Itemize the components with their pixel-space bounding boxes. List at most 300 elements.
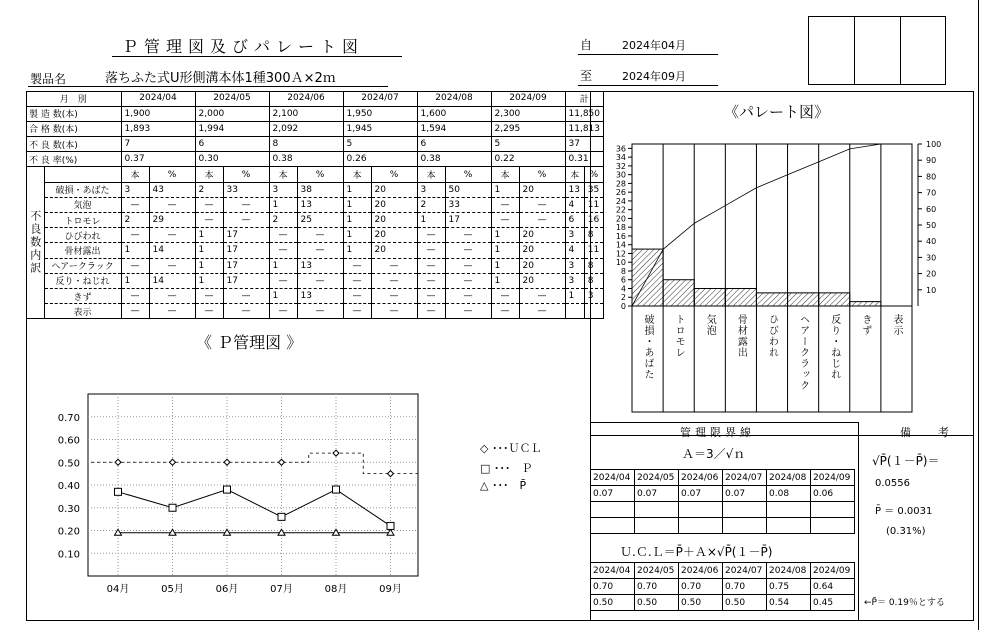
right-tick-label: 60 [926, 204, 937, 214]
defect-total-count: 4 [565, 197, 584, 212]
summary-cell: 8 [269, 137, 343, 152]
a-month-cell: 2024/05 [635, 470, 679, 486]
summary-cell: 2,100 [269, 106, 343, 121]
a-blank-cell [723, 502, 767, 518]
unit-hon: 本 [343, 167, 371, 182]
defect-total-count: 13 [565, 182, 584, 197]
defect-cell: 20 [519, 243, 565, 258]
summary-cell: 1,893 [121, 121, 195, 136]
left-tick-label: 34 [615, 153, 626, 163]
defect-total-count [565, 304, 584, 319]
defect-cell: — [121, 304, 149, 319]
a-blank-cell [679, 502, 723, 518]
summary-cell: 1,600 [417, 106, 491, 121]
defect-cell: 1 [121, 243, 149, 258]
ucl-pct-cell: 0.70 [635, 579, 679, 595]
left-tick-label: 0 [620, 302, 626, 311]
notes-pbar-pct: (0.31%) [886, 526, 926, 537]
p-point [169, 504, 176, 511]
pareto-bar [788, 293, 819, 306]
right-tick-label: 70 [926, 188, 937, 198]
legend-ucl-symbol: ◇ [480, 442, 489, 455]
defect-cell: 1 [343, 197, 371, 212]
a-blank-cell [635, 502, 679, 518]
pareto-bar [850, 302, 881, 306]
defect-cell: — [269, 304, 297, 319]
defect-cell: — [149, 288, 195, 303]
x-tick-label: 07月 [270, 584, 293, 595]
summary-cell: 0.38 [269, 152, 343, 167]
ucl-month-cell: 2024/09 [811, 563, 855, 579]
p-point [224, 486, 231, 493]
a-blank-cell [635, 518, 679, 534]
defect-cell: 14 [149, 273, 195, 288]
left-tick-label: 24 [615, 196, 626, 206]
defect-cell: 2 [417, 197, 445, 212]
pareto-category-label: 気泡 [704, 314, 716, 336]
legend-ucl [480, 440, 541, 456]
defect-total-count: 3 [565, 228, 584, 243]
a-formula: Ａ＝3／√ｎ [682, 447, 746, 461]
defect-total-pct: 3 [584, 288, 603, 303]
pareto-frame [632, 144, 912, 412]
a-blank-cell [767, 518, 811, 534]
defect-cell: 20 [519, 228, 565, 243]
defect-cell: 20 [519, 273, 565, 288]
right-tick-label: 30 [926, 253, 937, 263]
pareto-bar [756, 293, 787, 306]
y-tick-label: 0.20 [57, 526, 80, 538]
defect-cell: 50 [445, 182, 491, 197]
defect-cell: 13 [297, 288, 343, 303]
left-tick-label: 14 [615, 240, 626, 250]
a-value-cell: 0.06 [811, 486, 855, 502]
ucl-month-cell: 2024/04 [591, 563, 635, 579]
legend-pbar [480, 477, 526, 493]
defect-name: 表示 [44, 304, 121, 319]
defect-cell: — [519, 197, 565, 212]
defect-cell: — [269, 243, 297, 258]
defect-cell: — [491, 213, 519, 228]
defect-cell: — [223, 197, 269, 212]
summary-cell: 0.38 [417, 152, 491, 167]
right-tick-label: 100 [926, 140, 942, 149]
ucl-pct-cell: 0.75 [767, 579, 811, 595]
summary-cell: 6 [417, 137, 491, 152]
defect-cell: — [519, 304, 565, 319]
p-point [115, 488, 122, 495]
defect-total-count: 1 [565, 288, 584, 303]
defect-cell: 1 [491, 228, 519, 243]
defect-cell: 17 [223, 243, 269, 258]
ucl-point [170, 459, 176, 465]
left-tick-label: 28 [615, 179, 626, 189]
month-header-cell: 2024/08 [417, 91, 491, 106]
pareto-category-label: 骨材露出 [735, 314, 747, 358]
period-from-label: 自 [580, 38, 593, 52]
summary-cell: 1,594 [417, 121, 491, 136]
unit-pct: % [519, 167, 565, 182]
ucl-values-table [590, 562, 855, 611]
defect-cell: 20 [371, 243, 417, 258]
p-chart-title: 《 Ｐ管理図 》 [196, 333, 303, 352]
summary-cell: 5 [491, 137, 565, 152]
a-values-table [590, 469, 855, 534]
notes-formula-value: 0.0556 [875, 478, 910, 489]
legend-p [480, 460, 532, 476]
y-tick-label: 0.30 [57, 503, 80, 515]
defect-cell: 1 [491, 273, 519, 288]
summary-cell: 0.37 [121, 152, 195, 167]
defect-cell: 20 [371, 197, 417, 212]
defect-cell: 13 [297, 197, 343, 212]
defect-total-count: 3 [565, 273, 584, 288]
summary-cell: 7 [121, 137, 195, 152]
a-value-cell: 0.07 [635, 486, 679, 502]
right-tick-label: 80 [926, 172, 937, 182]
defect-name: 反り・ねじれ [44, 273, 121, 288]
product-name: 落ちふた式U形側溝本体1種300Ａ×2ｍ [105, 71, 336, 86]
stamp-box-3 [900, 16, 946, 85]
ucl-point [333, 450, 339, 456]
period-to-underline [578, 85, 718, 86]
a-value-cell: 0.07 [679, 486, 723, 502]
defect-name: 気泡 [44, 197, 121, 212]
left-tick-label: 2 [620, 293, 626, 303]
defect-cell: 1 [195, 243, 223, 258]
defect-total-pct: 11 [584, 197, 603, 212]
defect-cell: — [149, 228, 195, 243]
defect-cell: 1 [343, 182, 371, 197]
defect-cell: — [417, 243, 445, 258]
x-tick-label: 04月 [106, 584, 130, 595]
ucl-value-cell: 0.50 [635, 595, 679, 611]
p-chart [30, 380, 430, 600]
ucl-point [224, 459, 230, 465]
summary-cell: 1,950 [343, 106, 417, 121]
y-tick-label: 0.50 [57, 458, 80, 470]
defect-total-pct: 16 [584, 213, 603, 228]
defect-name: 破損・あばた [44, 182, 121, 197]
summary-cell: 6 [195, 137, 269, 152]
defect-cell: 2 [121, 213, 149, 228]
pareto-category-label: 反り・ねじれ [828, 314, 840, 380]
summary-total: 37 [565, 137, 604, 152]
pareto-bar [663, 280, 694, 306]
defect-cell: — [297, 243, 343, 258]
summary-row-label: 不 良 率(%) [26, 152, 121, 167]
right-tick-label: 20 [926, 269, 937, 279]
defect-name: 骨材露出 [44, 243, 121, 258]
period-from-value: 2024年04月 [622, 39, 686, 52]
defect-total-pct: 11 [584, 243, 603, 258]
defect-cell: — [445, 288, 491, 303]
defect-cell: — [371, 273, 417, 288]
left-tick-label: 30 [615, 170, 626, 180]
y-tick-label: 0.40 [57, 481, 80, 492]
defect-cell: — [445, 228, 491, 243]
a-blank-cell [811, 502, 855, 518]
a-month-cell: 2024/08 [767, 470, 811, 486]
x-tick-label: 09月 [379, 584, 402, 595]
defect-cell: 1 [491, 182, 519, 197]
legend-pbar-symbol: △ [480, 479, 489, 492]
month-header: 月 別 [26, 91, 121, 106]
defect-cell: — [297, 304, 343, 319]
month-header-cell: 2024/05 [195, 91, 269, 106]
ucl-pct-cell: 0.64 [811, 579, 855, 595]
unit-hon: 本 [269, 167, 297, 182]
defect-cell: 20 [371, 182, 417, 197]
ucl-month-cell: 2024/05 [635, 563, 679, 579]
summary-cell: 1,900 [121, 106, 195, 121]
defect-cell: 17 [223, 228, 269, 243]
pareto-bar [694, 288, 725, 306]
a-month-cell: 2024/07 [723, 470, 767, 486]
a-value-cell: 0.07 [723, 486, 767, 502]
defect-total-count: 4 [565, 243, 584, 258]
ucl-month-cell: 2024/08 [767, 563, 811, 579]
product-label: 製品名 [30, 72, 67, 86]
defect-cell: 17 [223, 258, 269, 273]
defect-cell: — [417, 258, 445, 273]
defect-cell: — [223, 288, 269, 303]
left-tick-label: 8 [620, 266, 626, 276]
defect-cell: — [491, 197, 519, 212]
defect-cell: — [491, 288, 519, 303]
defect-table [26, 91, 604, 319]
defect-cell: 1 [195, 228, 223, 243]
defect-cell: — [195, 213, 223, 228]
total-header: 計 [565, 91, 604, 106]
ucl-month-cell: 2024/07 [723, 563, 767, 579]
pareto-title: 《パレート図》 [724, 103, 830, 121]
pareto-bar [819, 293, 850, 306]
a-blank-cell [811, 518, 855, 534]
defect-cell: 14 [149, 243, 195, 258]
a-month-cell: 2024/09 [811, 470, 855, 486]
summary-cell: 2,295 [491, 121, 565, 136]
left-tick-label: 20 [615, 214, 626, 224]
defect-cell: — [149, 197, 195, 212]
defect-cell: — [417, 228, 445, 243]
legend-p-text: ･･･ Ｐ [493, 462, 533, 475]
defect-cell: — [223, 304, 269, 319]
a-blank-cell [723, 518, 767, 534]
month-header-cell: 2024/04 [121, 91, 195, 106]
defect-cell: — [297, 228, 343, 243]
ucl-point [279, 459, 285, 465]
defect-cell: 1 [343, 243, 371, 258]
left-tick-label: 18 [615, 223, 626, 233]
limits-title: 管理限界線 [680, 426, 755, 439]
ucl-value-cell: 0.45 [811, 595, 855, 611]
defect-cell: 1 [417, 213, 445, 228]
summary-cell: 1,945 [343, 121, 417, 136]
summary-cell: 0.22 [491, 152, 565, 167]
notes-divider [858, 422, 859, 621]
ucl-point [115, 459, 121, 465]
defect-cell: 33 [445, 197, 491, 212]
defect-cell: — [121, 228, 149, 243]
left-tick-label: 32 [615, 161, 626, 171]
defect-cell: — [223, 213, 269, 228]
defect-cell: — [343, 258, 371, 273]
month-header-cell: 2024/06 [269, 91, 343, 106]
notes-formula: √P̄(１－P̄)＝ [872, 454, 940, 468]
right-tick-label: 90 [926, 156, 937, 166]
unit-hon: 本 [491, 167, 519, 182]
defect-cell: — [149, 304, 195, 319]
unit-pct: % [584, 167, 603, 182]
summary-cell: 2,300 [491, 106, 565, 121]
summary-cell: 0.30 [195, 152, 269, 167]
y-tick-label: 0.10 [57, 549, 80, 561]
defect-cell: 20 [371, 213, 417, 228]
right-tick-label: 10 [926, 285, 937, 295]
unit-pct: % [371, 167, 417, 182]
defect-cell: 2 [269, 213, 297, 228]
ucl-pct-cell: 0.70 [591, 579, 635, 595]
defect-cell: 20 [519, 182, 565, 197]
defect-name: ひびわれ [44, 228, 121, 243]
defect-cell: 29 [149, 213, 195, 228]
unit-hon: 本 [121, 167, 149, 182]
defect-cell: — [445, 243, 491, 258]
left-tick-label: 16 [615, 231, 626, 241]
legend-pbar-text: ･･･ P̄ [491, 479, 527, 492]
defect-cell: 25 [297, 213, 343, 228]
a-blank-cell [679, 518, 723, 534]
a-value-cell: 0.07 [591, 486, 635, 502]
defect-cell: — [519, 288, 565, 303]
summary-cell: 0.26 [343, 152, 417, 167]
legend-p-symbol: □ [480, 462, 491, 475]
a-value-cell: 0.08 [767, 486, 811, 502]
period-to-label: 至 [580, 69, 593, 83]
defect-cell: 3 [121, 182, 149, 197]
summary-total: 11,813 [565, 121, 604, 136]
defect-cell: 17 [445, 213, 491, 228]
summary-cell: 2,092 [269, 121, 343, 136]
a-blank-cell [767, 502, 811, 518]
summary-row-label: 不 良 数(本) [26, 137, 121, 152]
month-header-cell: 2024/07 [343, 91, 417, 106]
left-tick-label: 10 [615, 258, 626, 268]
left-tick-label: 6 [620, 275, 626, 285]
ucl-value-cell: 0.54 [767, 595, 811, 611]
unit-hon: 本 [417, 167, 445, 182]
legend-ucl-text: ･･･ＵＣＬ [491, 442, 542, 455]
summary-row-label: 合 格 数(本) [26, 121, 121, 136]
defect-cell: — [417, 288, 445, 303]
defect-cell: 2 [195, 182, 223, 197]
page-title: Ｐ管理図及びパレート図 [122, 37, 365, 56]
right-tick-label: 40 [926, 237, 937, 247]
ucl-pct-cell: 0.70 [723, 579, 767, 595]
defect-cell: — [149, 258, 195, 273]
left-tick-label: 26 [615, 188, 626, 198]
defect-cell: 1 [121, 273, 149, 288]
ucl-point [388, 471, 394, 477]
ucl-value-cell: 0.50 [723, 595, 767, 611]
unit-row-blank [44, 167, 121, 182]
p-point [278, 513, 285, 520]
pareto-category-label: 破損・あばた [642, 314, 654, 380]
p-point [333, 486, 340, 493]
title-underline [112, 56, 402, 57]
period-to-value: 2024年09月 [622, 70, 686, 83]
defect-cell: 3 [269, 182, 297, 197]
x-tick-label: 06月 [215, 584, 239, 595]
x-tick-label: 05月 [161, 584, 184, 595]
ucl-line [91, 453, 418, 473]
defect-cell: — [417, 304, 445, 319]
defect-cell: — [195, 288, 223, 303]
ucl-formula: Ｕ.Ｃ.Ｌ＝P̄＋Ａ×√P̄(１－P̄) [620, 545, 773, 559]
ucl-pct-cell: 0.70 [679, 579, 723, 595]
notes-footnote: ←P̄＝ 0.19％とする [864, 598, 945, 608]
defect-cell: — [371, 258, 417, 273]
unit-pct: % [445, 167, 491, 182]
defect-cell: 1 [269, 258, 297, 273]
pareto-chart [592, 130, 972, 415]
x-tick-label: 08月 [324, 584, 348, 595]
summary-row-label: 製 造 数(本) [26, 106, 121, 121]
defect-cell: — [445, 258, 491, 273]
left-tick-label: 4 [620, 284, 626, 294]
defect-cell: 1 [343, 213, 371, 228]
defect-name: ヘアークラック [44, 258, 121, 273]
defect-total-count: 6 [565, 213, 584, 228]
defect-cell: — [445, 273, 491, 288]
stamp-box-2 [854, 16, 901, 85]
summary-cell: 2,000 [195, 106, 269, 121]
y-tick-label: 0.70 [57, 412, 80, 424]
a-month-cell: 2024/04 [591, 470, 635, 486]
summary-total: 11,850 [565, 106, 604, 121]
right-tick-label: 50 [926, 221, 937, 230]
defect-cell: 38 [297, 182, 343, 197]
defect-cell: — [445, 304, 491, 319]
defect-cell: — [269, 228, 297, 243]
a-blank-cell [591, 502, 635, 518]
notes-title: 備 考 [900, 426, 957, 439]
defect-cell: 3 [417, 182, 445, 197]
defect-name: トロモレ [44, 213, 121, 228]
defect-cell: 33 [223, 182, 269, 197]
defect-name: きず [44, 288, 121, 303]
left-tick-label: 22 [615, 205, 626, 215]
product-underline [28, 86, 388, 87]
pareto-category-label: ひびわれ [766, 314, 778, 358]
defect-cell: 43 [149, 182, 195, 197]
defect-cell: 13 [297, 258, 343, 273]
unit-hon: 本 [195, 167, 223, 182]
notes-pbar: P̄ ＝ 0.0031 [875, 506, 933, 517]
defect-cell: — [121, 288, 149, 303]
pareto-category-label: ヘアークラック [797, 314, 809, 391]
unit-pct: % [223, 167, 269, 182]
defect-cell: — [121, 197, 149, 212]
defect-cell: — [491, 304, 519, 319]
pareto-category-label: 表示 [890, 314, 902, 336]
a-blank-cell [591, 518, 635, 534]
defect-cell: 17 [223, 273, 269, 288]
summary-total: 0.31 [565, 152, 604, 167]
defect-cell: 1 [491, 258, 519, 273]
ucl-month-cell: 2024/06 [679, 563, 723, 579]
